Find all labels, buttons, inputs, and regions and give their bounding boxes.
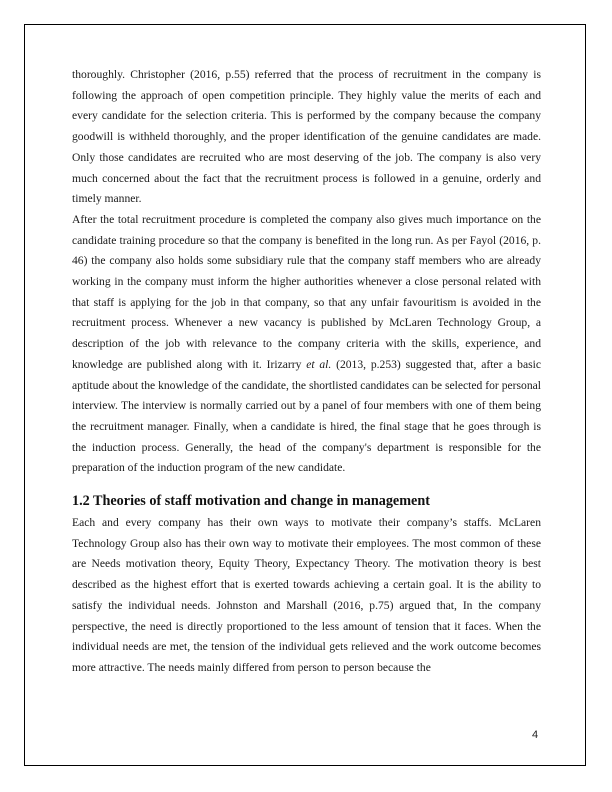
paragraph-text: thoroughly. Christopher (2016, p.55) referred that the process of recruitment in the company is following the approach of open competition principle. They highly value the merits of each and every candidate for the selection criteria. This is performed by the company because the company goodwill is withheld thoroughly, and the proper identification of the genuine candidates are made. Only those candidates are recruited who are most deserving of the job. The company is also very much concerned about the fact that the recruitment process is followed in a genuine, orderly and timely manner. bbox=[72, 68, 541, 206]
paragraph-recruitment-principle bbox=[72, 65, 541, 210]
paragraph-text: (2013, p.253) suggested that, after a basic aptitude about the knowledge of the candidate, the shortlisted candidates can be selected for personal interview. The interview is normally carried out by a panel of four members with one of them being the recruitment manager. Finally, when a candidate is hired, the final stage that he goes through is the induction process. Generally, the head of the company's department is responsible for the preparation of the induction program of the new candidate. bbox=[72, 357, 541, 475]
paragraph-text: Each and every company has their own ways to motivate their company’s staffs. McLaren Technology Group also has their own way to motivate their employees. The most common of these are Needs motivation theory, Equity Theory, Expectancy Theory. The motivation theory is best described as the highest effort that is exerted towards achieving a certain goal. It is the ability to satisfy the individual needs. Johnston and Marshall (2016, p.75) argued that, In the company perspective, the need is directly proportioned to the less amount of tension that it faces. When the individual needs are met, the tension of the individual gets relieved and the work outcome becomes more attractive. The needs mainly differed from person to person because the bbox=[72, 516, 541, 674]
section-heading: 1.2 Theories of staff motivation and change in management bbox=[72, 493, 430, 510]
paragraph-text: After the total recruitment procedure is completed the company also gives much importance on the candidate training procedure so that the company is benefited in the long run. As per Fayol (2016, p. 46) the company also holds some subsidiary rule that the company staff members who are already working in the company must inform the higher authorities whenever a close personal related with that staff is applying for the job in that company, so that any unfair favouritism is avoided in the recruitment process. Whenever a new vacancy is published by McLaren Technology Group, a description of the job with relevance to the company criteria with the skills, experience, and knowledge are published along with it. Irizarry bbox=[72, 212, 541, 371]
paragraph-motivation-theories bbox=[72, 513, 541, 679]
italic-citation-et-al: et al. bbox=[306, 357, 332, 371]
page-content bbox=[72, 65, 541, 679]
page-number: 4 bbox=[532, 729, 539, 741]
paragraph-recruitment-procedure bbox=[72, 210, 541, 479]
